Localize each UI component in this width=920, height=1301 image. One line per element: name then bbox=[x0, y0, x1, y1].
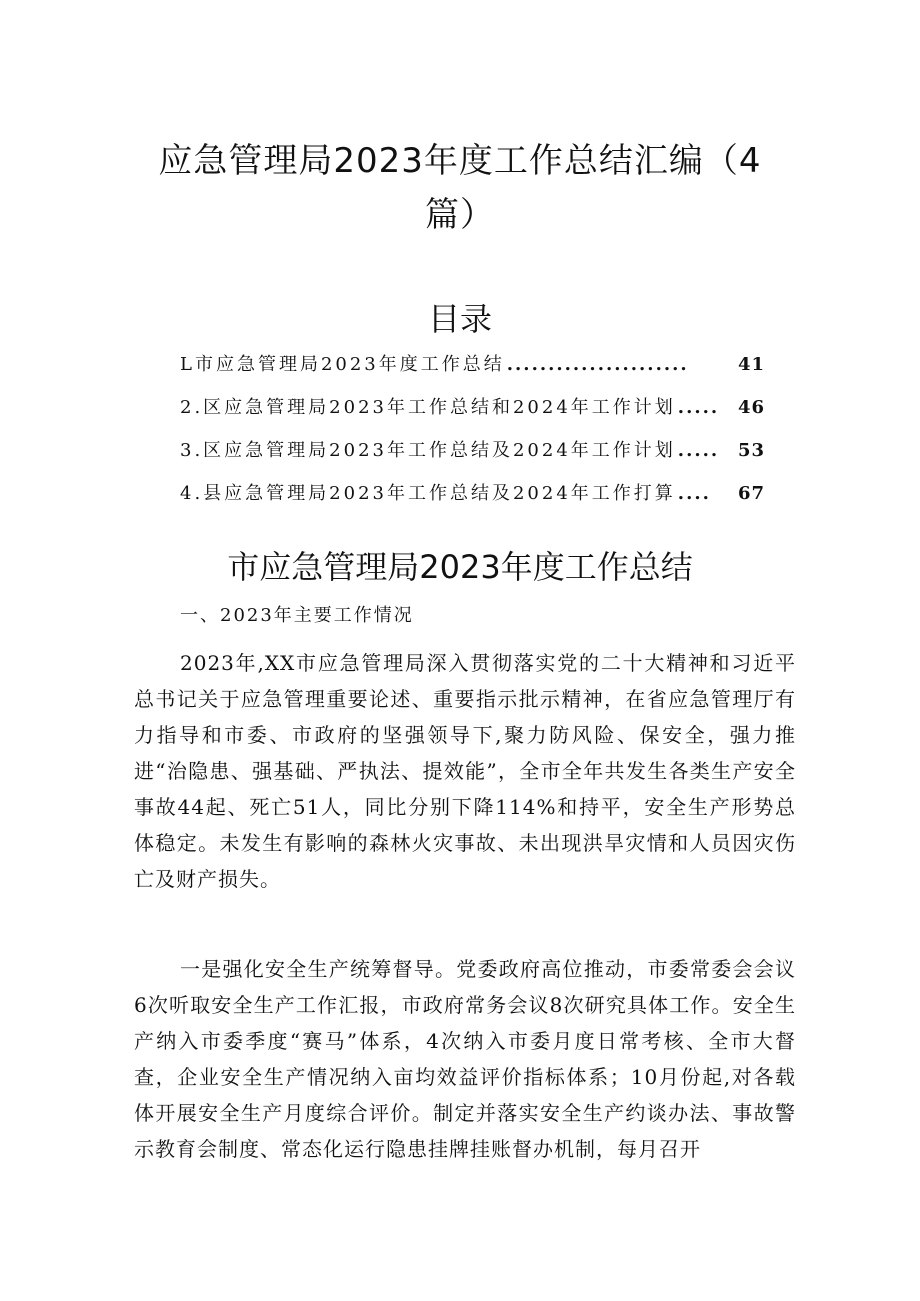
document-title-line-2: 篇） bbox=[425, 195, 495, 235]
toc-item-1 bbox=[180, 350, 765, 393]
toc-item-label: 2.区应急管理局2023年工作总结和2024年工作计划 bbox=[180, 397, 676, 418]
toc-item-2 bbox=[180, 393, 765, 436]
toc-item-label: 3.区应急管理局2023年工作总结及2024年工作计划 bbox=[180, 440, 676, 461]
body-paragraph-1: 2023年,XX市应急管理局深入贯彻落实党的二十大精神和习近平总书记关于应急管理重要论述、重要指示批示精神，在省应急管理厅有力指导和市委、市政府的坚强领导下,聚力防风险、保安全，强力推进“治隐患、强基础、严执法、提效能”，全市全年共发生各类生产安全事故44起、死亡51人，同比分别下降114%和持平，安全生产形势总体稳定。未发生有影响的森林火灾事故、未出现洪旱灾情和人员因灾伤亡及财产损失。 bbox=[134, 651, 796, 891]
toc-item-leader: ...................... bbox=[506, 354, 689, 375]
toc-item-page: 46 bbox=[737, 397, 765, 418]
toc-item-4 bbox=[180, 479, 765, 522]
toc-item-leader: .... bbox=[677, 483, 711, 504]
toc-item-page: 41 bbox=[737, 354, 765, 375]
toc-item-label: 4.县应急管理局2023年工作总结及2024年工作打算 bbox=[180, 483, 676, 504]
toc-item-3 bbox=[180, 436, 765, 479]
section-subheading: 一、2023年主要工作情况 bbox=[180, 605, 414, 626]
section-title: 市应急管理局2023年度工作总结 bbox=[227, 548, 693, 586]
toc-item-page: 67 bbox=[737, 483, 765, 504]
toc-item-page: 53 bbox=[737, 440, 765, 461]
document-title-line-1: 应急管理局2023年度工作总结汇编（4 bbox=[158, 141, 762, 181]
toc-item-label: L市应急管理局2023年度工作总结 bbox=[180, 354, 505, 375]
toc-heading: 目录 bbox=[427, 300, 492, 338]
table-of-contents bbox=[180, 350, 765, 522]
toc-item-leader: ..... bbox=[677, 397, 720, 418]
body-paragraph-2: 一是强化安全生产统筹督导。党委政府高位推动，市委常委会会议6次听取安全生产工作汇报，市政府常务会议8次研究具体工作。安全生产纳入市委季度“赛马”体系，4次纳入市委月度日常考核、全市大督查，企业安全生产情况纳入亩均效益评价指标体系；10月份起,对各载体开展安全生产月度综合评价。制定并落实安全生产约谈办法、事故警示教育会制度、常态化运行隐患挂牌挂账督办机制，每月召开 bbox=[134, 957, 796, 1161]
toc-item-leader: ..... bbox=[677, 440, 720, 461]
